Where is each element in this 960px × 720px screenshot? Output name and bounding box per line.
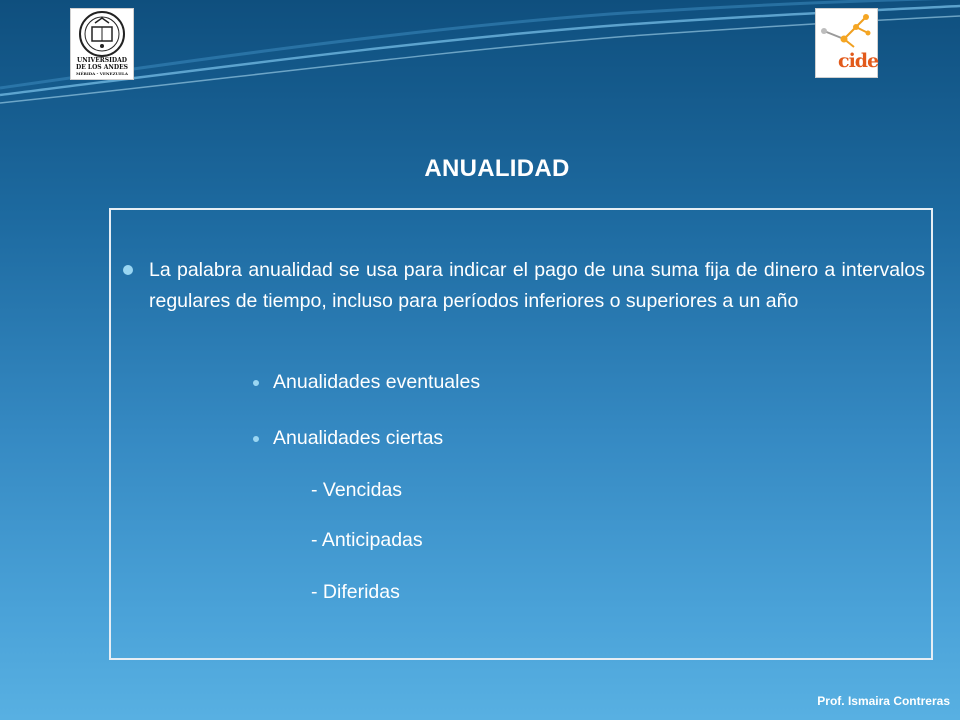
seal-text-line3: MÉRIDA - VENEZUELA — [76, 71, 128, 76]
dash-item-vencidas: - Vencidas — [311, 479, 403, 501]
sub-bullet-eventuales: Anualidades eventuales — [273, 371, 481, 393]
cide-wordmark: cide — [838, 50, 879, 72]
seal-text-line1: UNIVERSIDAD — [77, 57, 127, 64]
cide-network-icon — [816, 9, 877, 53]
sub-bullet-ciertas: Anualidades ciertas — [273, 427, 444, 449]
cide-logo — [815, 8, 878, 78]
dash-item-anticipadas: - Anticipadas — [311, 529, 423, 551]
bullet-dot-icon — [123, 265, 133, 275]
sub-bullet-dot-icon — [253, 436, 259, 442]
university-seal-logo — [70, 8, 134, 80]
slide-title: ANUALIDAD — [424, 155, 570, 182]
content-box — [109, 208, 933, 660]
dash-item-diferidas: - Diferidas — [311, 581, 400, 603]
seal-emblem-icon — [71, 9, 133, 57]
footer-author: Prof. Ismaira Contreras — [817, 694, 950, 708]
main-bullet-text: La palabra anualidad se usa para indicar el pago de una suma fija de dinero a intervalos regulares de tiempo, incluso para períodos inferiores o superiores a un año — [149, 259, 925, 312]
seal-text-line2: DE LOS ANDES — [76, 64, 128, 71]
sub-bullet-dot-icon — [253, 380, 259, 386]
